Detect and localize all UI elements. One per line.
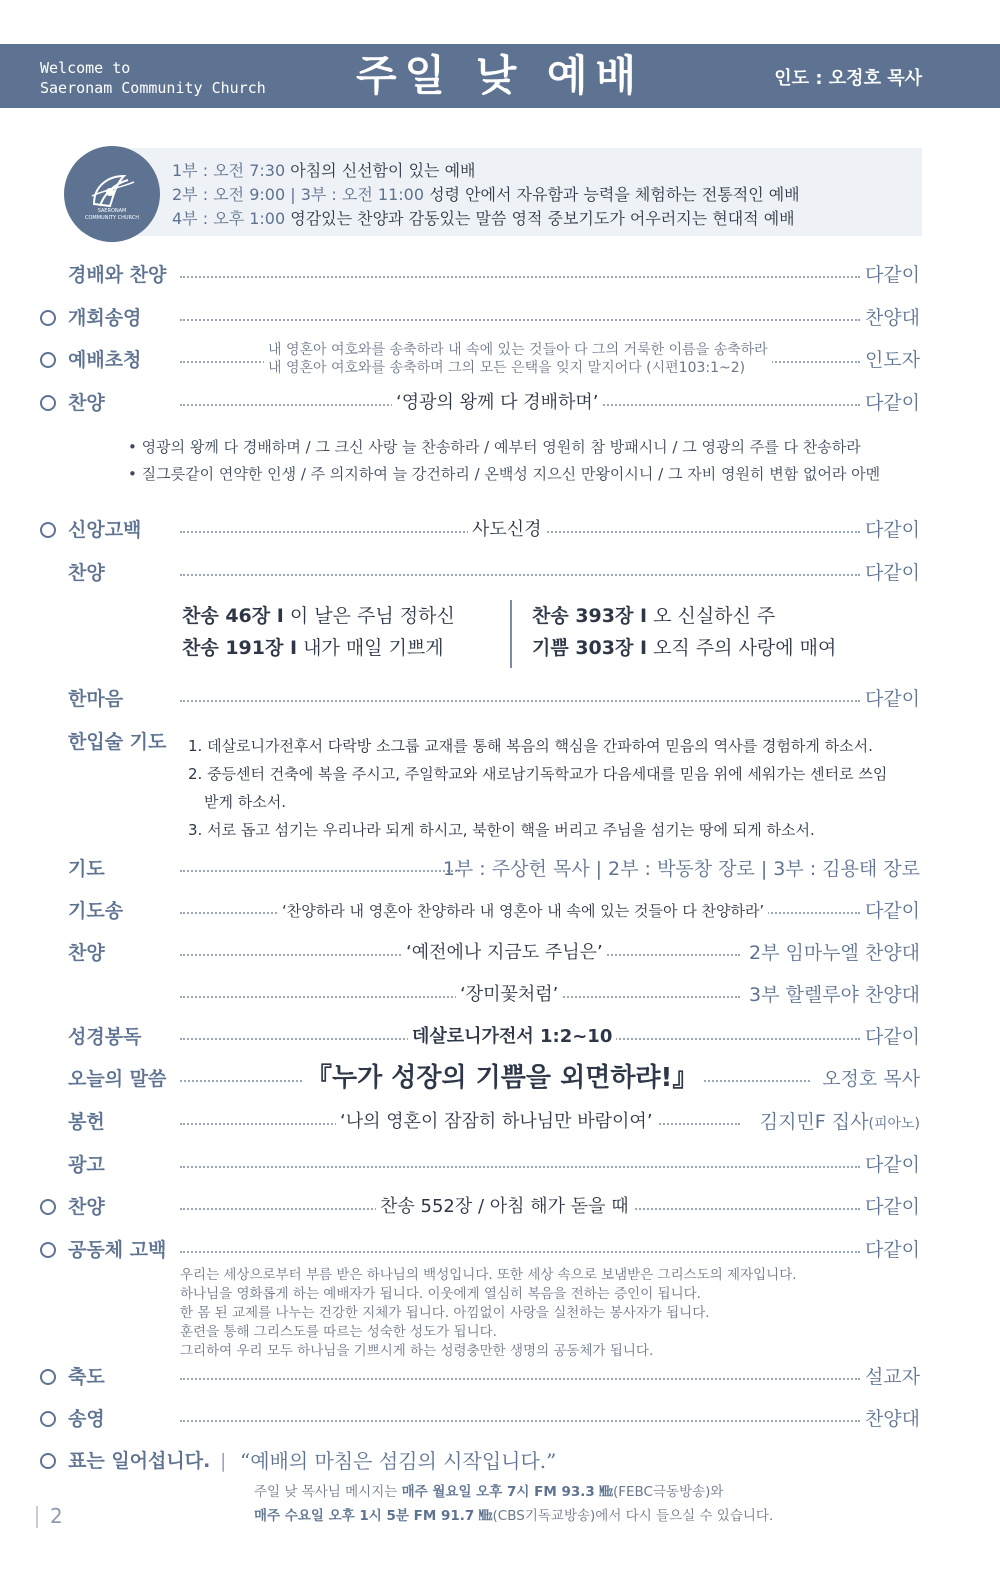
order-item-choir-1: 찬양 ‘예전에나 지금도 주님은’ 2부 임마누엘 찬양대 [68,942,920,964]
schedule-line-1: 1부 : 오전 7:30 아침의 신선함이 있는 예배 [172,161,476,180]
order-item-opening-doxology: 개회송영 찬양대 [40,305,920,333]
page-number: 2 [50,1504,63,1528]
prayer-item-cont: 받게 하소서. [204,793,286,811]
order-item-offering: 봉헌 ‘나의 영혼이 잠잠히 하나님만 바람이여’ 김지민F 집사(피아노) [68,1111,920,1133]
order-item-call-to-worship: 예배초청 내 영혼아 여호와를 송축하라 내 속에 있는 것들아 다 그의 거룩한 이름을 송축하라 내 영혼아 여호와를 송축하며 그의 모든 은택을 잊지 말지어다 (시편103:1~2) 인도자 [40,347,920,375]
hymn-list [182,600,882,668]
standing-circle-icon [40,522,56,538]
closing-quote: “예배의 마침은 섬김의 시작입니다.” [240,1449,557,1473]
standing-circle-icon [40,352,56,368]
header-bar [0,44,1000,108]
service-schedule [112,148,922,236]
prayer-item: 1. 데살로니가전후서 다락방 소그룹 교재를 통해 복음의 핵심을 간파하여 믿음의 역사를 경험하게 하소서. [188,737,873,755]
standing-circle-icon [40,1199,56,1215]
church-name: Saeronam Community Church [40,79,266,97]
divider [510,600,512,668]
order-item-praise-song: 찬양 ‘영광의 왕께 다 경배하며’ 다같이 [40,390,920,418]
confession-text [180,1266,797,1361]
hymn-item: 찬송 393장 I 오 신실하신 주 [532,605,776,627]
order-item-hymns: 찬양 다같이 [68,562,920,584]
confession-line: 훈련을 통해 그리스도를 따르는 성숙한 성도가 됩니다. [180,1324,497,1340]
order-item-doxology: 송영 찬양대 [40,1406,920,1434]
hymn-item: 기쁨 303장 I 오직 주의 사랑에 매여 [532,637,837,659]
standing-note: 표는 일어섭니다. | “예배의 마침은 섬김의 시작입니다.” [40,1448,920,1476]
confession-line: 한 몸 된 교제를 나누는 건강한 지체가 됩니다. 아낌없이 사랑을 실천하는 봉사자가 됩니다. [180,1305,710,1321]
confession-line: 하나님을 영화롭게 하는 예배자가 됩니다. 이웃에게 열심히 복음을 전하는 증인이 됩니다. [180,1286,701,1302]
page-marker [36,1506,38,1528]
order-item-one-heart: 한마음 다같이 [68,688,920,710]
standing-circle-icon [40,1369,56,1385]
prayer-item: 3. 서로 돕고 섬기는 우리나라 되게 하시고, 북한이 핵을 버리고 주님을 섬기는 땅에 되게 하소서. [188,821,815,839]
praise-lyrics [128,434,880,488]
call-to-worship-text-2: 내 영혼아 여호와를 송축하며 그의 모든 은택을 잊지 말지어다 (시편103:1~2) [268,360,746,376]
church-emblem-icon [64,146,160,242]
prayer-list [188,732,928,844]
order-item-community-confession: 공동체 고백 다같이 [40,1237,920,1265]
lyrics-line-2: • 질그릇같이 연약한 인생 / 주 의지하여 늘 강건하리 / 온백성 지으신 만왕이시니 / 그 자비 영원히 변함 없어라 아멘 [128,465,881,483]
order-item-closing-hymn: 찬양 찬송 552장 / 아침 해가 돋을 때 다같이 [40,1194,920,1222]
standing-circle-icon [40,1242,56,1258]
prayer-item: 2. 중등센터 건축에 복을 주시고, 주일학교와 새로남기독학교가 다음세대를 믿음 위에 세워가는 센터로 쓰임 [188,765,888,783]
order-item-creed: 신앙고백 사도신경 다같이 [40,517,920,545]
order-item-announcements: 광고 다같이 [68,1154,920,1176]
standing-circle-icon [40,1411,56,1427]
lyrics-line-1: • 영광의 왕께 다 경배하며 / 그 크신 사랑 늘 찬송하라 / 예부터 영원히 참 방패시니 / 그 영광의 주를 다 찬송하라 [128,438,861,456]
hymn-item: 찬송 46장 I 이 날은 주님 정하신 [182,605,455,627]
church-logo [64,146,160,242]
order-item-sermon: 오늘의 말씀 『누가 성장의 기쁨을 외면하랴!』 오정호 목사 [40,1066,920,1098]
standing-circle-icon [40,1453,56,1469]
logo-text-2: COMMUNITY CHURCH [84,215,139,221]
broadcast-note: 주일 낮 목사님 메시지는 매주 월요일 오후 7시 FM 93.3 ㎒(FEBC극동방송)와 매주 수요일 오후 1시 5분 FM 91.7 ㎒(CBS기독교방송)에서 다시 들으실 수 있습니다. [254,1484,774,1524]
order-item-praise: 경배와 찬양 다같이 [68,264,920,286]
order-item-unison-prayer: 한입술 기도 [68,731,167,753]
order-item-scripture: 성경봉독 데살로니가전서 1:2~10 다같이 [68,1026,920,1048]
sermon-title: 『누가 성장의 기쁨을 외면하랴!』 [302,1060,702,1096]
confession-line: 그리하여 우리 모두 하나님을 기쁘시게 하는 성령충만한 생명의 공동체가 됩니다. [180,1343,654,1359]
standing-circle-icon [40,310,56,326]
standing-circle-icon [40,395,56,411]
confession-line: 우리는 세상으로부터 부름 받은 하나님의 백성입니다. 또한 세상 속으로 보냄받은 그리스도의 제자입니다. [180,1267,797,1283]
logo-text-1: SAERONAM [97,208,127,214]
order-item-prayer-song: 기도송 ‘찬양하라 내 영혼아 찬양하라 내 영혼아 내 속에 있는 것들아 다 찬양하라’ 다같이 [68,900,920,922]
call-to-worship-text-1: 내 영혼아 여호와를 송축하라 내 속에 있는 것들아 다 그의 거룩한 이름을 송축하라 [268,342,768,358]
hymn-item: 찬송 191장 I 내가 매일 기쁘게 [182,637,444,659]
order-item-choir-2: ‘장미꽃처럼’ 3부 할렐루야 찬양대 [40,982,920,1010]
schedule-line-3: 4부 : 오후 1:00 영감있는 찬양과 감동있는 말씀 영적 중보기도가 어우러지는 현대적 예배 [172,209,795,228]
worship-leader: 인도 : 오정호 목사 [774,68,922,89]
order-item-prayer: 기도 1부 : 주상헌 목사 | 2부 : 박동창 장로 | 3부 : 김용태 장로 [68,858,920,880]
schedule-line-2: 2부 : 오전 9:00 | 3부 : 오전 11:00 성령 안에서 자유함과 능력을 체험하는 전통적인 예배 [172,185,800,204]
order-item-benediction: 축도 설교자 [40,1364,920,1392]
page-title: 주일 낮 예배 [355,51,645,100]
welcome-line: Welcome to [40,59,131,77]
